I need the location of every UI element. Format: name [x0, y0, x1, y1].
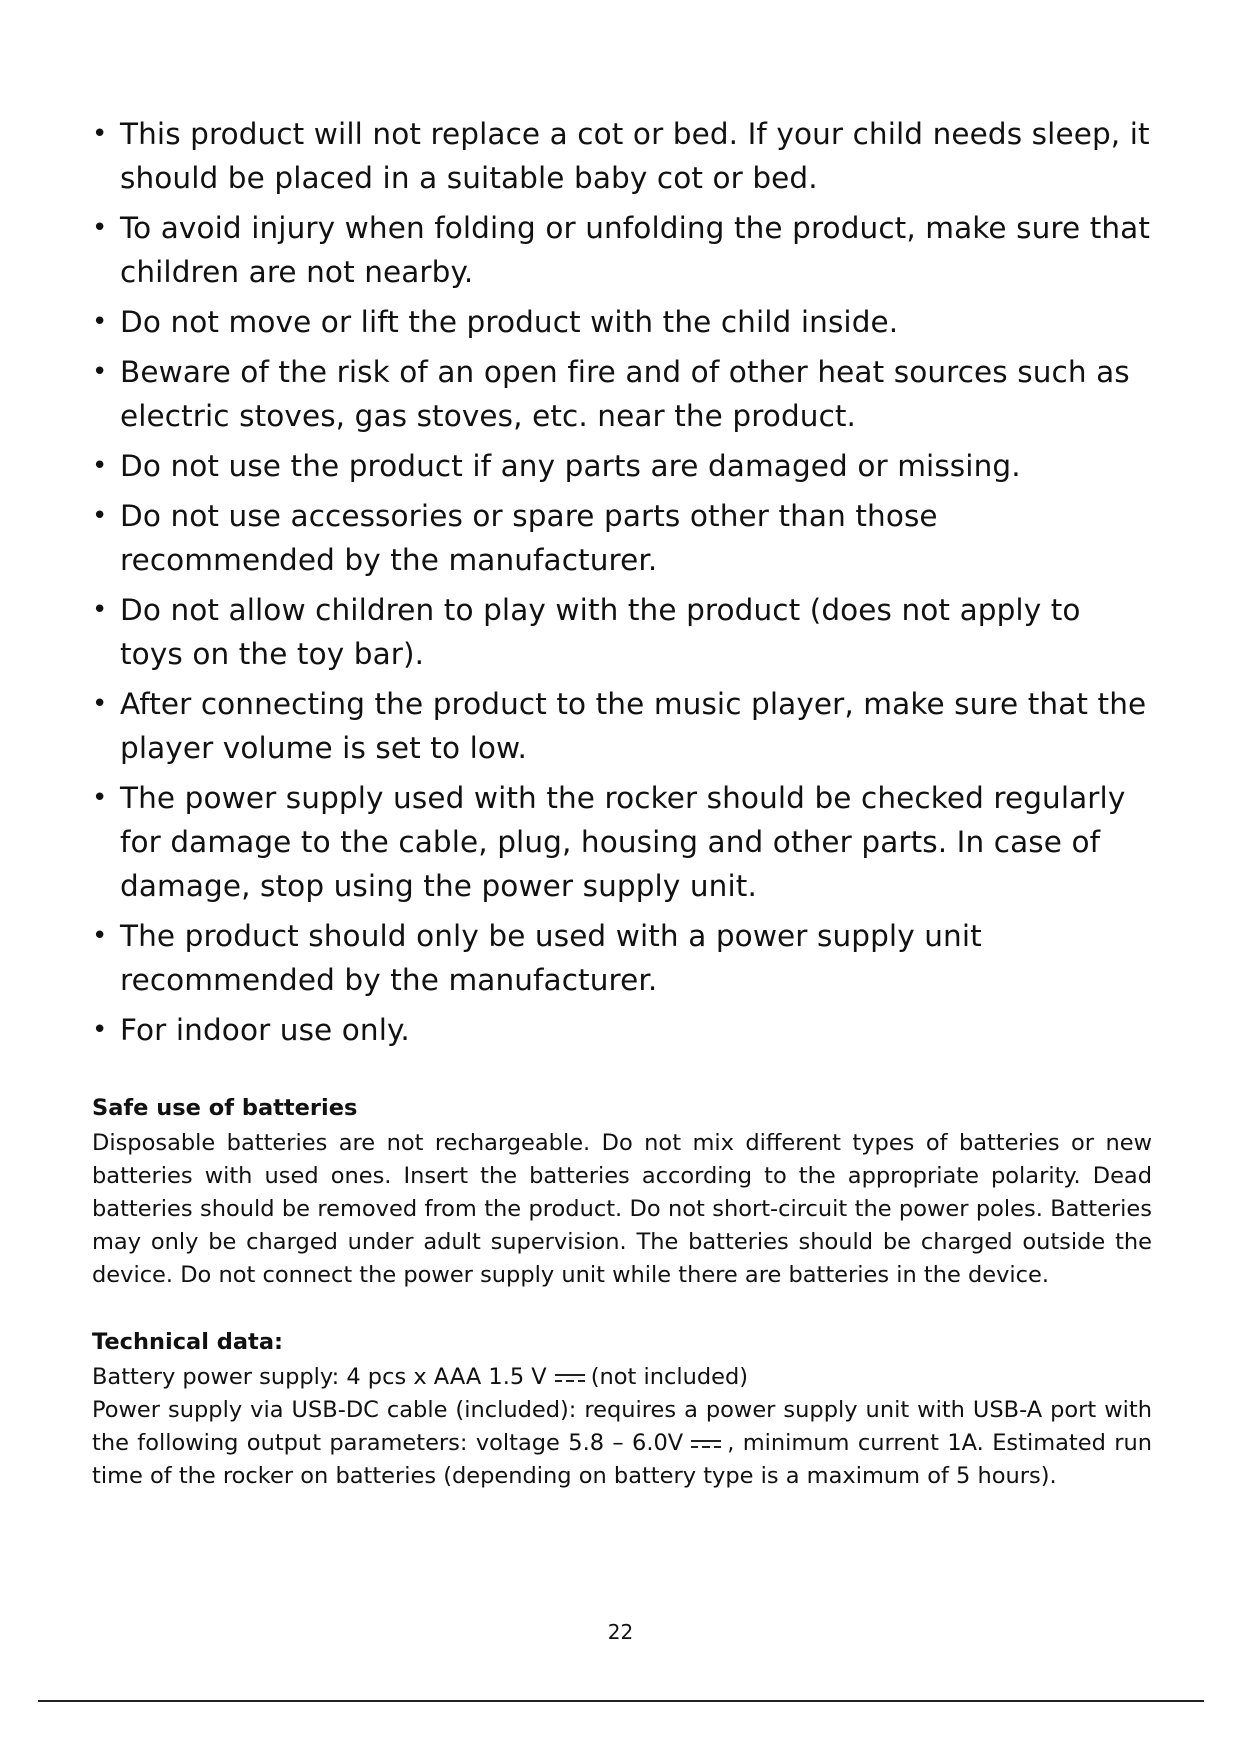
bullet-text: Do not move or lift the product with the child inside. — [120, 305, 899, 339]
page-number: 22 — [607, 1620, 634, 1644]
technical-heading: Technical data: — [92, 1329, 283, 1355]
direct-current-icon — [689, 1437, 723, 1451]
list-item — [92, 776, 1152, 908]
batteries-heading: Safe use of batteries — [92, 1095, 358, 1121]
list-item — [92, 494, 1152, 582]
bullet-text: Do not use the product if any parts are damaged or missing. — [120, 449, 1021, 483]
direct-current-icon — [553, 1371, 587, 1385]
bullet-text: Do not allow children to play with the product (does not apply to toys on the toy bar). — [120, 593, 1081, 671]
technical-section — [92, 1326, 1152, 1493]
bullet-icon: • — [92, 689, 108, 719]
bullet-text: The power supply used with the rocker should be checked regularly for damage to the cable, plug, housing and other parts. In case of damage, stop using the power supply unit. — [120, 781, 1126, 903]
bullet-icon: • — [92, 501, 108, 531]
safety-bullet-list — [92, 112, 1152, 1058]
bullet-icon: • — [92, 921, 108, 951]
usb-spec-line — [92, 1394, 1152, 1493]
bullet-icon: • — [92, 213, 108, 243]
list-item — [92, 300, 1152, 344]
list-item — [92, 914, 1152, 1002]
list-item — [92, 588, 1152, 676]
bullet-text: Do not use accessories or spare parts other than those recommended by the manufacturer. — [120, 499, 938, 577]
bullet-icon: • — [92, 783, 108, 813]
usb-spec-suffix: , minimum current 1A. Estimated run time of the rocker on batteries (depending on battery type is a maximum of 5 hours). — [92, 1430, 1152, 1489]
battery-spec-text: Battery power supply: 4 pcs x AAA 1.5 V — [92, 1364, 547, 1390]
bullet-text: For indoor use only. — [120, 1013, 410, 1047]
bullet-icon: • — [92, 119, 108, 149]
list-item — [92, 1008, 1152, 1052]
bullet-text: This product will not replace a cot or bed. If your child needs sleep, it should be placed in a suitable baby cot or bed. — [120, 117, 1150, 195]
list-item — [92, 112, 1152, 200]
bullet-icon: • — [92, 1015, 108, 1045]
list-item — [92, 444, 1152, 488]
battery-spec-note: (not included) — [590, 1364, 749, 1390]
bullet-icon: • — [92, 357, 108, 387]
list-item — [92, 206, 1152, 294]
bullet-text: Beware of the risk of an open fire and of other heat sources such as electric stoves, gas stoves, etc. near the product. — [120, 355, 1130, 433]
batteries-section — [92, 1092, 1152, 1292]
bullet-icon: • — [92, 307, 108, 337]
footer-divider — [38, 1700, 1204, 1702]
bullet-text: To avoid injury when folding or unfolding the product, make sure that children are not nearby. — [120, 211, 1151, 289]
bullet-text: After connecting the product to the music player, make sure that the player volume is set to low. — [120, 687, 1147, 765]
bullet-icon: • — [92, 451, 108, 481]
usb-spec-text: Power supply via USB-DC cable (included): requires a power supply unit with USB-A port with the following output parameters: voltage 5.8 – 6.0V — [92, 1397, 1152, 1456]
batteries-body: Disposable batteries are not rechargeable. Do not mix different types of batteries or new batteries with used ones. Insert the batteries according to the appropriate polarity. Dead batteries should be removed from the product. Do not short-circuit the power poles. Batteries may only be charged under adult supervision. The batteries should be charged outside the device. Do not connect the power supply unit while there are batteries in the device. — [92, 1130, 1152, 1288]
list-item — [92, 350, 1152, 438]
list-item — [92, 682, 1152, 770]
bullet-text: The product should only be used with a power supply unit recommended by the manufacturer. — [120, 919, 982, 997]
bullet-icon: • — [92, 595, 108, 625]
battery-spec-line — [92, 1361, 1152, 1394]
